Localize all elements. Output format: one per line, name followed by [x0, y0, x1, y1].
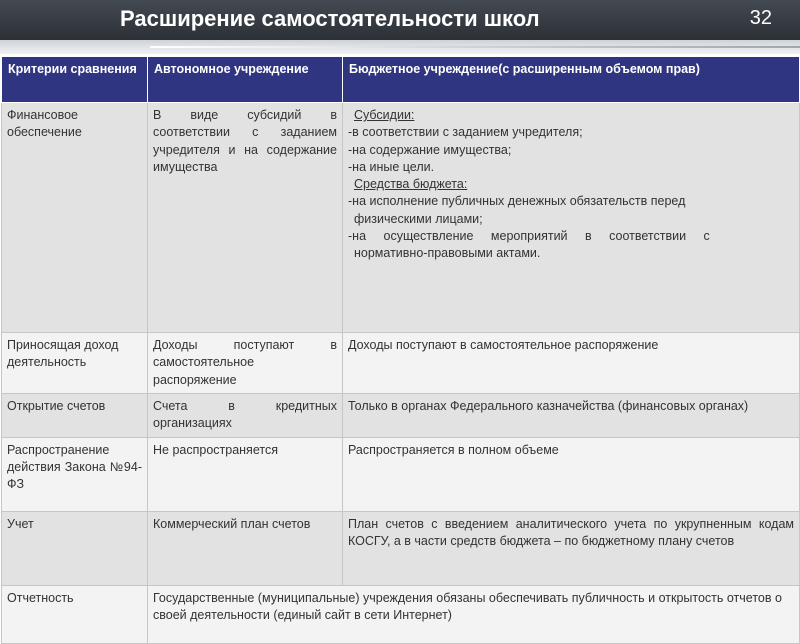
- budget-line: Субсидии:: [354, 108, 415, 122]
- table-row: [2, 437, 800, 511]
- autonomous-cell: Не распространяется: [148, 437, 343, 511]
- header-budget: Бюджетное учреждение(с расширенным объемом прав): [343, 57, 800, 103]
- table-row: [2, 585, 800, 643]
- table-header-row: [2, 57, 800, 103]
- slide-header: [0, 0, 800, 40]
- criterion-cell: Финансовое обеспечение: [2, 103, 148, 333]
- budget-line: -в соответствии с заданием учредителя;: [348, 125, 583, 140]
- criterion-cell: Учет: [2, 511, 148, 585]
- criterion-cell: Открытие счетов: [2, 393, 148, 437]
- budget-cell: [343, 103, 800, 333]
- budget-cell: Распространяется в полном объеме: [343, 437, 800, 511]
- autonomous-cell: В виде субсидий в соответствии с заданием учредителя и на содержание имущества: [148, 103, 343, 333]
- budget-line: -на исполнение публичных денежных обязательств перед: [348, 194, 686, 209]
- criterion-cell: Отчетность: [2, 585, 148, 643]
- autonomous-cell: Доходы поступают в самостоятельное распоряжение: [148, 333, 343, 394]
- reporting-merged-cell: Государственные (муниципальные) учреждения обязаны обеспечивать публичность и открытость отчетов о своей деятельности (единый сайт в сети Интернет): [148, 585, 800, 643]
- table-row: [2, 393, 800, 437]
- budget-cell: Доходы поступают в самостоятельное распоряжение: [343, 333, 800, 394]
- slide-title: Расширение самостоятельности школ: [120, 6, 540, 31]
- budget-line: -на иные цели.: [348, 159, 435, 174]
- header-autonomous: Автономное учреждение: [148, 57, 343, 103]
- budget-line: -на осуществление мероприятий в соответствии с: [348, 228, 710, 243]
- budget-line: Средства бюджета:: [354, 177, 468, 191]
- autonomous-cell: Коммерческий план счетов: [148, 511, 343, 585]
- budget-line: -на содержание имущества;: [348, 142, 512, 157]
- header-accent-line: [0, 40, 800, 54]
- page-number: 32: [749, 7, 772, 29]
- comparison-table: [1, 56, 800, 644]
- header-criteria: Критерии сравнения: [2, 57, 148, 103]
- budget-cell: Только в органах Федерального казначейства (финансовых органах): [343, 393, 800, 437]
- criterion-cell: Распространение действия Закона №94-ФЗ: [2, 437, 148, 511]
- table-row: [2, 511, 800, 585]
- table-row: [2, 333, 800, 394]
- table-row: [2, 103, 800, 333]
- budget-cell: План счетов с введением аналитического учета по укрупненным кодам КОСГУ, а в части средств бюджета – по бюджетному плану счетов: [343, 511, 800, 585]
- budget-line: физическими лицами;: [354, 211, 483, 226]
- budget-line: нормативно-правовыми актами.: [354, 246, 541, 260]
- criterion-cell: Приносящая доход деятельность: [2, 333, 148, 394]
- autonomous-cell: Счета в кредитных организациях: [148, 393, 343, 437]
